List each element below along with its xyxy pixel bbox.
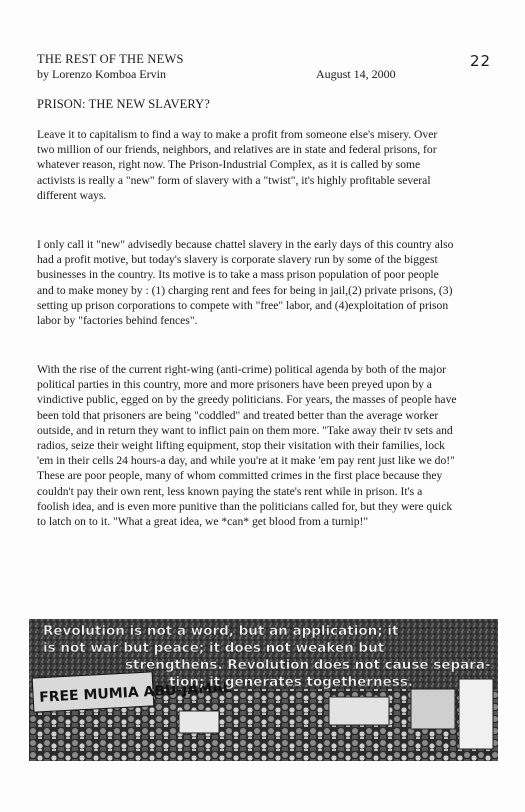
- publication-date: August 14, 2000: [316, 67, 396, 81]
- paragraph: With the rise of the current right-wing (anti-crime) political agenda by both of the major political parties in this country, more and more prisoners have been preyed upon by a vindictive public, egged on by the greedy politicians. For years, the masses of people have been told that prisoners are being "coddled" and treated better than the average worker outside, and in return they want to inflict pain on them more. "Take away their tv sets and radios, seize their weight lifting equipment, stop their visitation with their families, lock 'em in their cells 24 hours-a day, and while you're at it make 'em pay rent just like we do!" These are poor people, many of whom committed crimes in the first place because they couldn't pay their own rent, less known paying the state's rent while in prison. It's a foolish idea, and is even more punitive than the politicians called for, but they were quick to latch on to it. "What a great idea, we *can* get blood from a turnip!": [37, 363, 457, 529]
- caption-line: is not war but peace; it does not weaken but: [43, 640, 385, 656]
- caption-line: tion; it generates togetherness.: [169, 674, 413, 690]
- column-title: THE REST OF THE NEWS: [37, 52, 184, 66]
- paragraph: I only call it "new" advisedly because chattel slavery in the early days of this country also had a profit motive, but today's slavery is corporate slavery run by some of the biggest businesses in the country. Its motive is to take a mass prison population of poor people and to make money by : (1) charging rent and fees for being in jail,(2) private prisons, (3) setting up prison corporations to compete with "free" labor, and (4)exploitation of prison labor by "factories behind fences".: [37, 238, 454, 328]
- caption-line: strengthens. Revolution does not cause separa-: [125, 657, 491, 673]
- protest-banner-photo: [29, 619, 498, 761]
- caption-line: Revolution is not a word, but an application; it: [43, 623, 399, 639]
- page-number: 22: [470, 52, 492, 70]
- protest-sign-small: [411, 689, 455, 729]
- svg-text:FREE MUMIA ABU-JAMAL: FREE MUMIA ABU-JAMAL: [38, 679, 233, 706]
- article-headline: PRISON: THE NEW SLAVERY?: [37, 97, 210, 111]
- byline: by Lorenzo Komboa Ervin: [37, 67, 166, 81]
- paragraph: Leave it to capitalism to find a way to make a profit from someone else's misery. Over two million of our friends, neighbors, and relatives are in state and federal prisons, for whatever reason, right now. The Prison-Industrial Complex, as it is called by some activists is really a "new" form of slavery with a "twist", it's highly profitable several different ways.: [37, 128, 438, 202]
- protest-sign-small: [179, 711, 219, 733]
- protest-sign-small: [459, 679, 493, 749]
- protest-crowd-image: [29, 619, 498, 761]
- protest-sign-small: [329, 697, 389, 725]
